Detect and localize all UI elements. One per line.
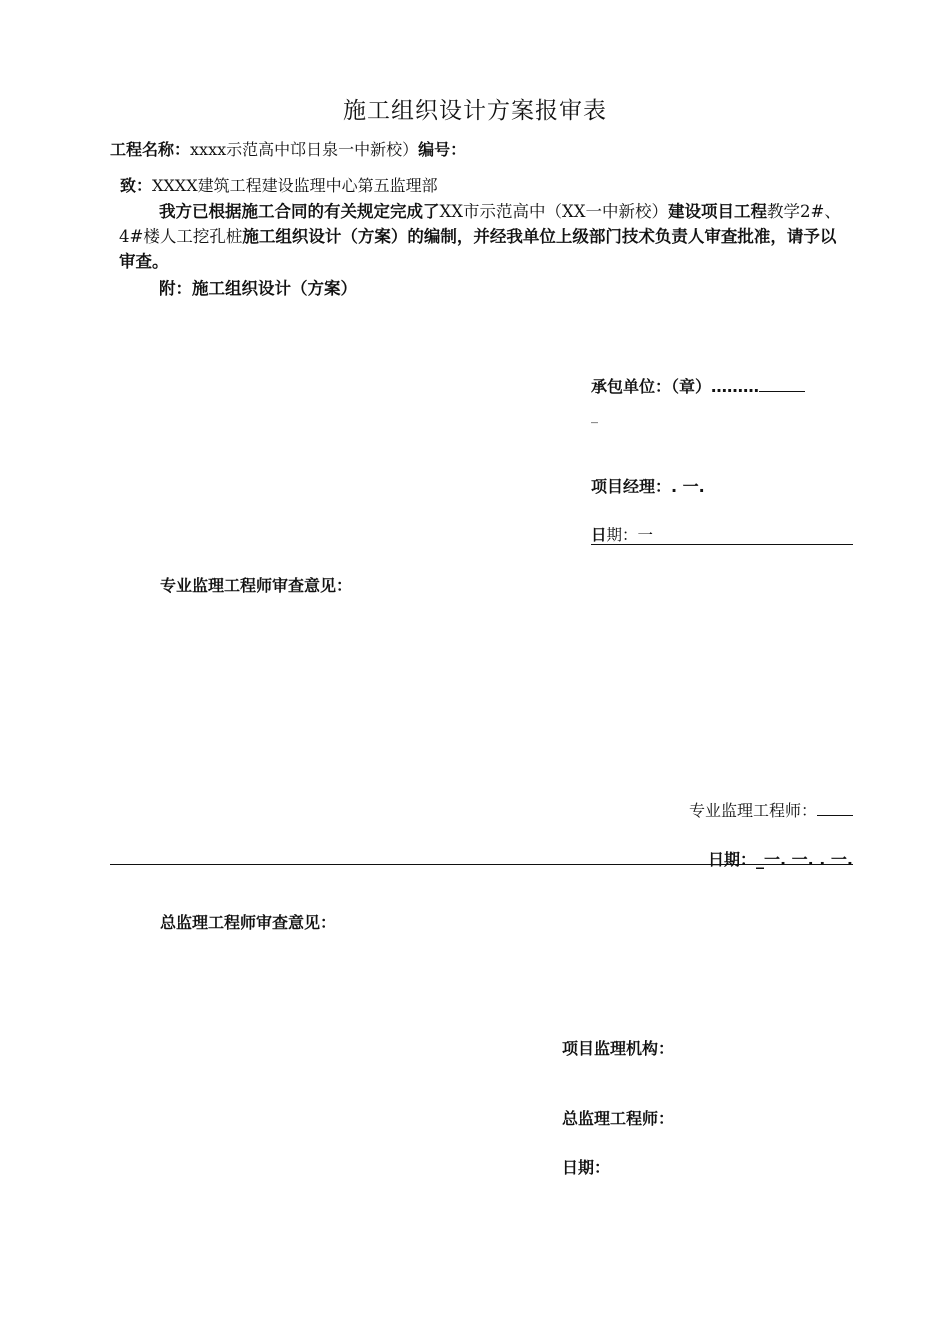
- number-label: 编号：: [418, 140, 467, 159]
- specialist-date-label: 日期：: [707, 850, 756, 869]
- project-name-row: [110, 137, 466, 160]
- submission-paragraph: [119, 199, 843, 274]
- contractor-date-label-bold: 日: [591, 526, 607, 544]
- supervision-org-label: 项目监理机构：: [562, 1039, 675, 1058]
- contractor-date-underline: [591, 544, 853, 545]
- contractor-date-value: 一: [637, 526, 654, 544]
- contractor-label: 承包单位：（章）………: [591, 377, 760, 396]
- chief-review-label: 总监理工程师审查意见：: [160, 913, 337, 932]
- body-text-1: 我方已根据施工合同的有关规定完成了: [159, 202, 440, 221]
- contractor-blank: [759, 377, 805, 392]
- project-manager-row: [591, 474, 705, 497]
- project-manager-value: . 一.: [671, 477, 705, 496]
- contractor-date-row: [591, 523, 653, 545]
- addressee-value: XXXX建筑工程建设监理中心第五监理部: [152, 176, 438, 195]
- specialist-engineer-blank: [817, 801, 853, 816]
- section-divider: [110, 864, 853, 865]
- body-project-name: XX市示范高中（XX一中新校）: [439, 202, 668, 221]
- chief-engineer-label: 总监理工程师：: [562, 1109, 675, 1128]
- specialist-date-row: [708, 847, 853, 870]
- body-work-item: 教学2#、4#楼人工挖孔桩: [119, 202, 841, 246]
- body-text-3: 施工组织设计（方案）的编制，并经我单位上级部门技术负责人审查批准，请予以审查。: [119, 227, 837, 271]
- project-name-value: xxxx示范高中邙日泉一中新校）: [190, 140, 419, 159]
- chief-date-label: 日期：: [562, 1158, 611, 1177]
- page-title: 施工组织设计方案报审表: [343, 98, 607, 124]
- specialist-date-value: _一. 一. . 一.: [755, 850, 853, 869]
- specialist-engineer-label: 专业监理工程师：: [688, 801, 817, 820]
- specialist-review-label: 专业监理工程师审查意见：: [160, 576, 353, 595]
- contractor-blank-wrap: _: [591, 408, 598, 424]
- project-name-label: 工程名称：: [110, 140, 191, 159]
- specialist-engineer-row: [689, 798, 853, 821]
- body-text-2: 建设项目工程: [668, 202, 767, 221]
- addressee-label: 致：: [120, 176, 153, 195]
- project-manager-label: 项目经理：: [591, 477, 672, 496]
- attachment-line: 附：施工组织设计（方案）: [159, 279, 357, 298]
- addressee-row: [120, 173, 438, 196]
- contractor-date-label: 期：: [606, 526, 638, 544]
- contractor-row: [591, 374, 805, 397]
